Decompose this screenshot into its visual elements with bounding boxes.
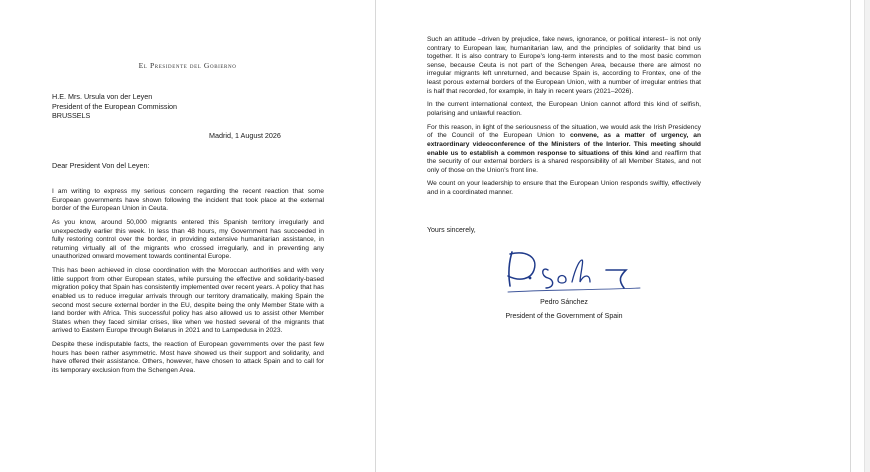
signer-role: President of the Government of Spain: [505, 313, 623, 320]
signer-name: Pedro Sánchez: [540, 299, 588, 306]
letter-page-1: [0, 0, 375, 472]
addressee-name: H.E. Mrs. Ursula von der Leyen: [52, 92, 153, 101]
handwritten-signature-icon: [500, 246, 645, 296]
letterhead: El Presidente del Gobierno: [138, 61, 237, 70]
request-text-start: For this reason, in light of the seriousness of the situation, we would ask the Irish Presidency of the Council of the European Union to: [427, 123, 701, 140]
salutation: Dear President Von del Leyen:: [52, 161, 150, 170]
page-edge: [850, 0, 851, 472]
closing-line: Yours sincerely,: [427, 227, 476, 234]
paragraph: Despite these indisputable facts, the reaction of European governments over the past few hours has been rather asymmetric. Most have showed us their support and solidarity, and have offered their assistance. Others, however, have chosen to attack Spain and to call for its temporary exclusion from the Schengen Area.: [52, 341, 324, 374]
letter-date: Madrid, 1 August 2026: [209, 131, 281, 140]
paragraph: In the current international context, the European Union cannot afford this kind of selfish, polarising and unlawful reaction.: [427, 101, 701, 117]
paragraph: I am writing to express my serious concern regarding the recent reaction that some European governments have shown following the incident that took place at the external border of the European Union in Ceuta.: [52, 188, 324, 213]
paragraph: Such an attitude –driven by prejudice, fake news, ignorance, or political interest– is not only contrary to European law, humanitarian law, and the principles of solidarity that bind us together. It is also contrary to Europe’s long-term interests and to the most basic common sense, because Ceuta is not part of the Schengen Area, because there are almost no irregular migrants left unreturned, and because Spain is, according to Frontex, one of the least porous external borders of the European Union, with a number of irregular entries that is half that recorded, for example, in Italy in recent years (2021–2026).: [427, 36, 701, 95]
request-text-end: and reaffirm that the security of our external borders is a shared responsibility of all Member States, and not only of those on the Union’s front line.: [427, 149, 701, 174]
addressee-city: BRUSSELS: [52, 111, 91, 121]
viewer-scroll-edge: [864, 0, 870, 472]
paragraph: This has been achieved in close coordination with the Moroccan authorities and with very little support from other European states, while pursuing the effective and solidarity-based migration policy that Spain has consistently implemented over recent years. A policy that has enabled us to reduce irregular arrivals through our territory dramatically, making Spain the second most secure external border in the EU, despite being the only Member State with a land border with Africa. This successful policy has also allowed us to assist other Member States when they faced similar crises, like when we hosted several of the migrants that arrived to Eastern Europe through Belarus in 2021 and to Lampedusa in 2023.: [52, 267, 324, 335]
letter-body-right: [427, 36, 701, 203]
addressee-title: President of the European Commission: [52, 101, 178, 111]
letter-body-left: [52, 188, 324, 381]
paragraph-request: [427, 124, 701, 176]
paragraph: We count on your leadership to ensure that the European Union responds swiftly, effectively and in a coordinated manner.: [427, 180, 701, 197]
addressee-block: [52, 92, 177, 121]
paragraph: As you know, around 50,000 migrants entered this Spanish territory irregularly and unexpectedly earlier this week. In less than 48 hours, my Government has succeeded in fully restoring control over the border, in providing extensive humanitarian assistance, in returning virtually all of the migrants who crossed irregularly, and in preventing any unauthorized onward movement towards continental Europe.: [52, 218, 324, 261]
request-text-bold: convene, as a matter of urgency, an extraordinary videoconference of the Ministers of the Interior. This meeting should enable us to establish a common response to situations of this kind: [427, 132, 701, 157]
signer-block: [427, 299, 701, 320]
